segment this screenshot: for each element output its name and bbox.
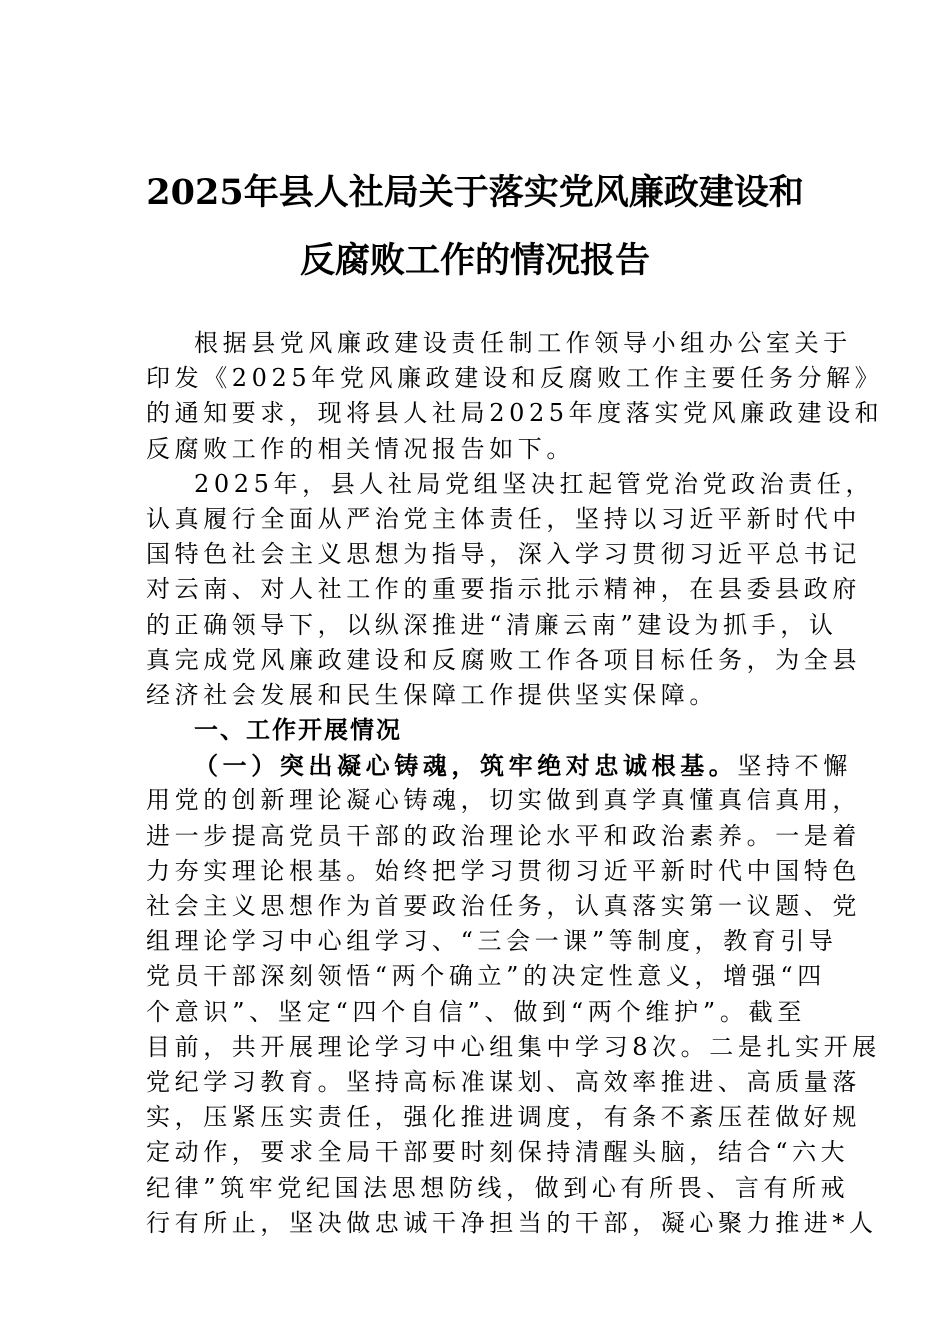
subsection-1-heading: （一）突出凝心铸魂，筑牢绝对忠诚根基。 <box>194 751 738 781</box>
paragraph-1-line: 的通知要求，现将县人社局2025年度落实党风廉政建设和 <box>146 399 884 428</box>
paragraph-1-line: 反腐败工作的相关情况报告如下。 <box>146 434 575 463</box>
section-heading: 一、工作开展情况 <box>194 716 402 745</box>
paragraph-3-line: 党纪学习教育。坚持高标准谋划、高效率推进、高质量落 <box>146 1067 861 1096</box>
paragraph-2-line: 的正确领导下，以纵深推进“清廉云南”建设为抓手，认 <box>146 610 838 639</box>
paragraph-3-line: 行有所止，坚决做忠诚干净担当的干部，凝心聚力推进*人 <box>146 1208 878 1237</box>
paragraph-3-line: 力夯实理论根基。始终把学习贯彻习近平新时代中国特色 <box>146 856 861 885</box>
subsection-1-first-line <box>146 748 852 783</box>
paragraph-1-line: 印发《2025年党风廉政建设和反腐败工作主要任务分解》 <box>146 364 884 393</box>
paragraph-3-line: 个意识”、坚定“四个自信”、做到“两个维护”。截至 <box>146 997 806 1026</box>
paragraph-2-line: 国特色社会主义思想为指导，深入学习贯彻习近平总书记 <box>146 540 861 569</box>
paragraph-3-line: 实，压紧压实责任，强化推进调度，有条不紊压茬做好规 <box>146 1103 861 1132</box>
paragraph-3-line: 目前，共开展理论学习中心组集中学习8次。二是扎实开展 <box>146 1032 881 1061</box>
paragraph-2-line: 真完成党风廉政建设和反腐败工作各项目标任务，为全县 <box>146 645 861 674</box>
paragraph-2-line: 对云南、对人社工作的重要指示批示精神，在县委县政府 <box>146 575 861 604</box>
paragraph-3-line: 党员干部深刻领悟“两个确立”的决定性意义，增强“四 <box>146 962 826 991</box>
document-title-line-2: 反腐败工作的情况报告 <box>299 240 650 281</box>
subsection-1-text: 坚持不懈 <box>737 752 852 781</box>
paragraph-3-line: 社会主义思想作为首要政治任务，认真落实第一议题、党 <box>146 892 861 920</box>
paragraph-2-line: 2025年，县人社局党组坚决扛起管党治党政治责任， <box>194 469 875 498</box>
document-title-line-1: 2025年县人社局关于落实党风廉政建设和 <box>146 172 804 213</box>
paragraph-3-line: 进一步提高党员干部的政治理论水平和政治素养。一是着 <box>146 821 861 850</box>
paragraph-3-line: 定动作，要求全局干部要时刻保持清醒头脑，结合“六大 <box>146 1138 850 1167</box>
paragraph-2-line: 认真履行全面从严治党主体责任，坚持以习近平新时代中 <box>146 504 861 533</box>
paragraph-3-line: 组理论学习中心组学习、“三会一课”等制度，教育引导 <box>146 927 838 956</box>
paragraph-2-line: 经济社会发展和民生保障工作提供坚实保障。 <box>146 680 718 709</box>
paragraph-3-line: 用党的创新理论凝心铸魂，切实做到真学真懂真信真用， <box>146 786 861 815</box>
paragraph-1-line: 根据县党风廉政建设责任制工作领导小组办公室关于 <box>194 329 852 357</box>
paragraph-3-line: 纪律”筑牢党纪国法思想防线，做到心有所畏、言有所戒 <box>146 1173 850 1202</box>
document-body <box>146 326 884 1241</box>
